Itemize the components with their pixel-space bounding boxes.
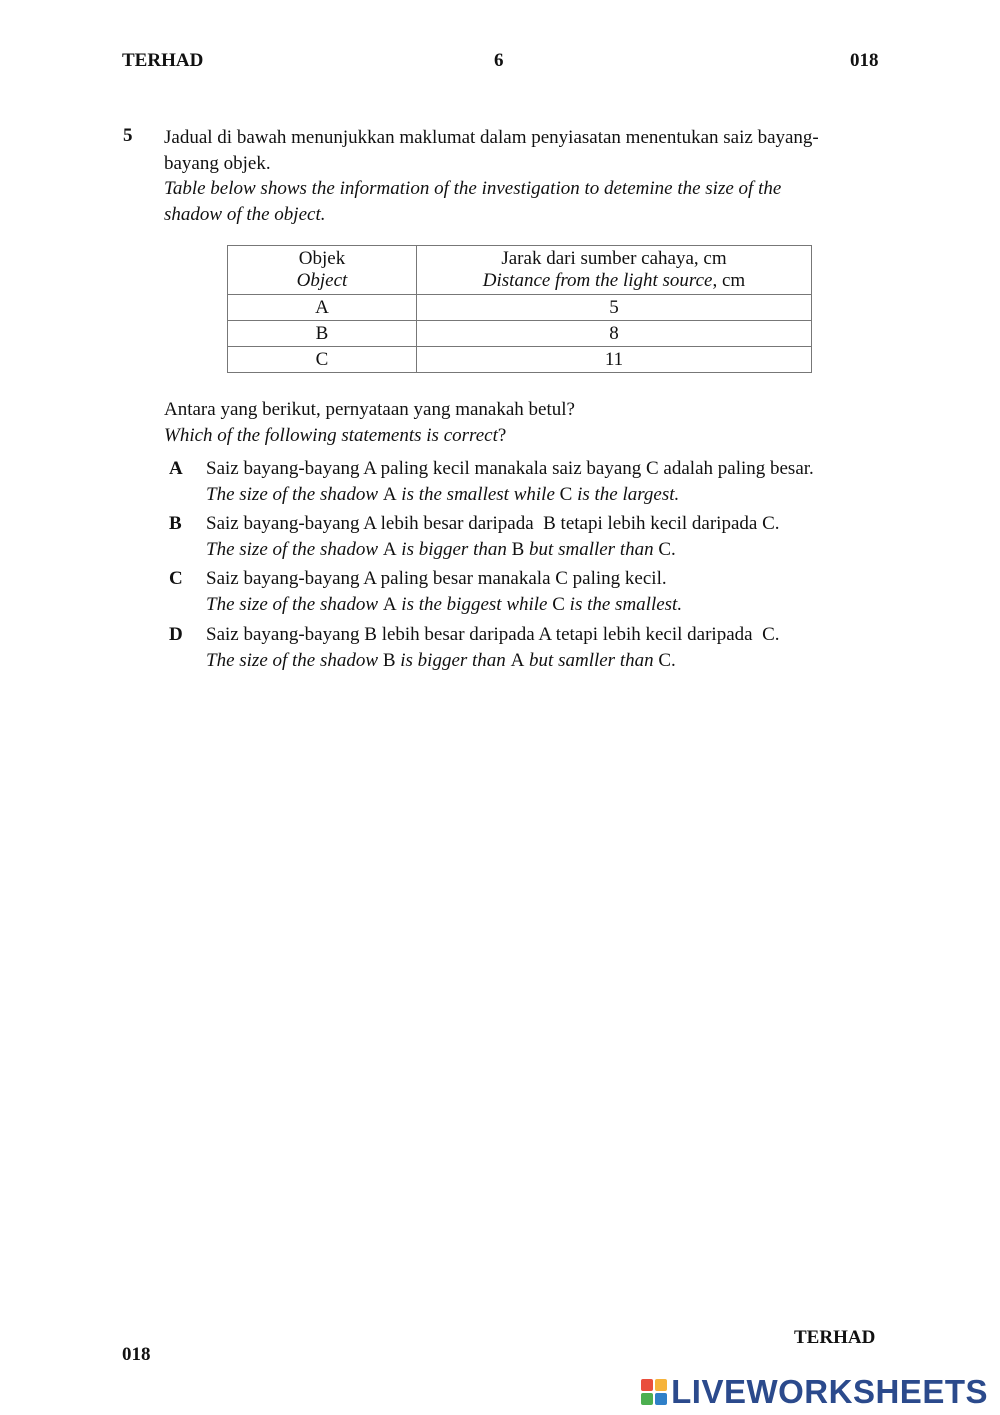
option-letter: C [169,568,183,589]
table-row [228,321,812,347]
option-letter: D [169,624,183,645]
option-text-ms: Saiz bayang-bayang B lebih besar daripada A tetapi lebih kecil daripada C. [206,624,780,645]
question-prompt [164,397,575,448]
question-text-en-line1: Table below shows the information of the investigation to detemine the size of the [164,178,782,199]
table-header-row [228,246,812,295]
option-en-part: B [511,538,525,560]
cell-distance: 11 [417,347,812,373]
option-en-part: is the biggest while [396,593,553,615]
option-en-part: A [510,649,525,671]
table-row [228,295,812,321]
prompt-en [164,423,575,449]
header-right: 018 [850,50,879,71]
cell-object: B [228,321,417,347]
cell-distance: 5 [417,295,812,321]
option-text-en [206,592,906,618]
footer-left: 018 [122,1344,151,1365]
liveworksheets-logo-icon [641,1379,667,1405]
cell-distance: 8 [417,321,812,347]
option-en-part: is the largest. [572,483,680,505]
header-object-en: Object [296,270,348,291]
option-en-part: A [382,483,397,505]
question-number: 5 [123,125,133,146]
data-table [227,245,812,373]
question-text-en-line2: shadow of the object. [164,203,326,225]
page-number: 6 [494,50,504,71]
header-object-ms: Objek [298,248,346,269]
option-en-part: but samller than [524,649,659,671]
option-en-part: is bigger than [396,538,512,560]
prompt-en-mark: ? [497,424,507,446]
option-en-part: The size of the shadow [206,649,383,671]
option-text-ms: Saiz bayang-bayang A lebih besar daripada B tetapi lebih kecil daripada C. [206,513,780,534]
option-text-ms: Saiz bayang-bayang A paling kecil manakala saiz bayang C adalah paling besar. [206,458,814,479]
header-distance-en [417,270,811,292]
cell-object: C [228,347,417,373]
option-en-part: B [382,649,396,671]
question-text-ms-line1: Jadual di bawah menunjukkan maklumat dalam penyiasatan menentukan saiz bayang- [164,127,819,148]
option-text-en [206,648,906,674]
option-en-part: is the smallest. [564,593,683,615]
option-en-part: The size of the shadow [206,483,383,505]
footer-right: TERHAD [794,1327,876,1348]
option-text-en [206,537,906,563]
prompt-ms: Antara yang berikut, pernyataan yang manakah betul? [164,399,575,420]
header-distance-unit: , cm [712,270,746,291]
option-en-part: C [552,593,565,615]
option-en-part: C. [658,538,676,560]
header-left: TERHAD [122,50,204,71]
cell-object: A [228,295,417,321]
option-letter: B [169,513,182,534]
option-en-part: is the smallest while [396,483,560,505]
table-row [228,347,812,373]
header-distance [417,246,812,295]
option-en-part: C [559,483,573,505]
option-en-part: A [382,538,397,560]
option-text-ms: Saiz bayang-bayang A paling besar manakala C paling kecil. [206,568,667,589]
option-en-part: is bigger than [395,649,511,671]
liveworksheets-logo-text: LIVEWORKSHEETS [671,1373,988,1410]
option-en-part: but smaller than [524,538,659,560]
header-object [228,246,417,295]
option-en-part: A [382,593,397,615]
question-text-ms-line2: bayang objek. [164,152,271,174]
prompt-en-text: Which of the following statements is correct [164,424,498,446]
header-distance-ms: Jarak dari sumber cahaya, cm [501,248,727,269]
option-text-en [206,482,906,508]
question-text [164,125,884,227]
header-distance-en-text: Distance from the light source [482,270,713,291]
option-en-part: The size of the shadow [206,593,383,615]
option-en-part: C. [658,649,676,671]
option-en-part: The size of the shadow [206,538,383,560]
liveworksheets-logo[interactable] [641,1374,988,1410]
option-letter: A [169,458,183,479]
